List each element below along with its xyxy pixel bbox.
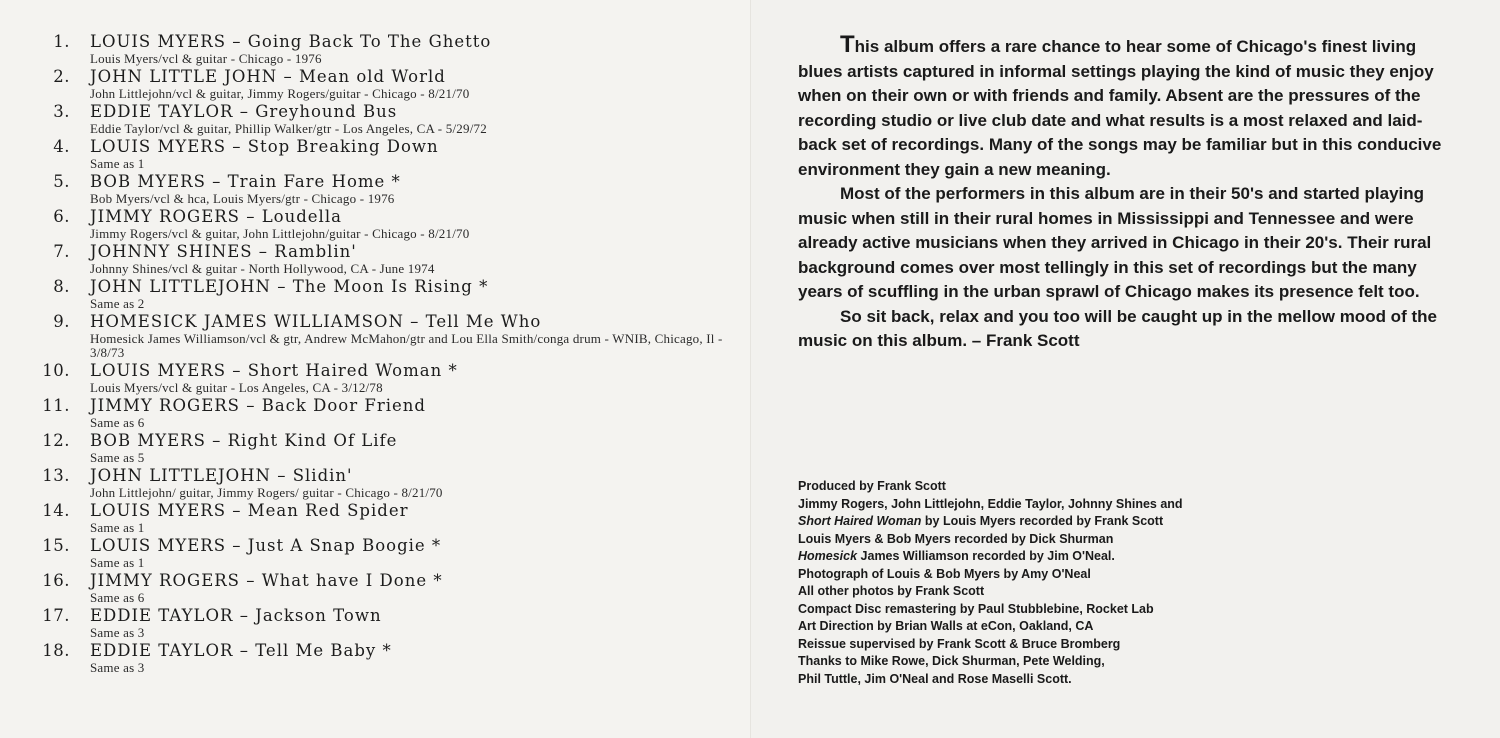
track-credit: Same as 6 xyxy=(90,589,145,605)
track-title: JOHN LITTLEJOHN – The Moon Is Rising * xyxy=(90,277,489,296)
credit-line: Photograph of Louis & Bob Myers by Amy O'Neal xyxy=(798,566,1091,581)
track-item xyxy=(38,361,738,395)
track-title: LOUIS MYERS – Short Haired Woman * xyxy=(90,360,458,380)
credit-line: Compact Disc remastering by Paul Stubblebine, Rocket Lab xyxy=(798,601,1154,616)
track-number: 1. xyxy=(53,32,70,51)
track-credit: Same as 2 xyxy=(90,296,145,311)
track-number: 5. xyxy=(53,172,70,191)
track-item xyxy=(38,431,738,465)
track-number: 6. xyxy=(53,207,70,226)
track-credit: Eddie Taylor/vcl & guitar, Phillip Walker/gtr - Los Angeles, CA - 5/29/72 xyxy=(90,121,487,136)
essay-paragraph-1-text: his album offers a rare chance to hear some of Chicago's finest living blues artists captured in informal settings playing the kind of music they enjoy when on their own or with friends and family. Absent are the pressures of the recording studio or live club date and what results is a most relaxed and laid-back set of recordings. Many of the songs may be familiar but in this conducive environment they gain a new meaning. xyxy=(798,37,1442,179)
track-title: JOHN LITTLEJOHN – Slidin' xyxy=(90,465,353,485)
track-item xyxy=(38,466,738,500)
track-title: LOUIS MYERS – Stop Breaking Down xyxy=(90,137,439,156)
track-number: 10. xyxy=(42,360,70,380)
track-title: EDDIE TAYLOR – Greyhound Bus xyxy=(90,102,398,121)
track-item xyxy=(38,571,738,605)
track-item xyxy=(38,606,738,640)
track-credit: Johnny Shines/vcl & guitar - North Hollywood, CA - June 1974 xyxy=(90,261,435,276)
credit-line: Produced by Frank Scott xyxy=(798,479,946,493)
liner-notes-essay xyxy=(798,31,1448,354)
track-number: 13. xyxy=(42,465,70,485)
track-number: 12. xyxy=(42,430,70,450)
track-item xyxy=(38,536,738,570)
credit-line xyxy=(798,548,1438,566)
track-title: EDDIE TAYLOR – Tell Me Baby * xyxy=(90,640,392,660)
production-credits xyxy=(798,478,1438,688)
track-title: JOHN LITTLE JOHN – Mean old World xyxy=(90,67,446,86)
track-credit: Same as 1 xyxy=(90,156,145,171)
track-number: 8. xyxy=(53,277,70,296)
credit-line: All other photos by Frank Scott xyxy=(798,584,985,598)
essay-paragraph-1 xyxy=(798,31,1448,182)
track-credit: Louis Myers/vcl & guitar - Chicago - 1976 xyxy=(90,51,322,66)
track-number: 7. xyxy=(53,242,70,261)
track-title: LOUIS MYERS – Mean Red Spider xyxy=(90,500,409,520)
track-item xyxy=(38,102,738,136)
track-credit: Jimmy Rogers/vcl & guitar, John Littlejohn/guitar - Chicago - 8/21/70 xyxy=(90,226,470,241)
track-title: BOB MYERS – Right Kind Of Life xyxy=(90,430,398,450)
track-title: JIMMY ROGERS – Back Door Friend xyxy=(90,395,426,415)
credit-line: Thanks to Mike Rowe, Dick Shurman, Pete Welding, xyxy=(798,654,1105,668)
track-title: BOB MYERS – Train Fare Home * xyxy=(90,172,401,191)
track-credit: Same as 5 xyxy=(90,449,145,465)
track-item xyxy=(38,396,738,430)
track-credit: John Littlejohn/vcl & guitar, Jimmy Rogers/guitar - Chicago - 8/21/70 xyxy=(90,86,470,101)
credit-title-italic: Short Haired Woman xyxy=(798,514,922,528)
track-credit: Same as 1 xyxy=(90,554,145,570)
track-title: JIMMY ROGERS – What have I Done * xyxy=(90,570,443,590)
track-number: 17. xyxy=(42,605,70,625)
track-item xyxy=(38,67,738,101)
track-title: JOHNNY SHINES – Ramblin' xyxy=(90,242,357,261)
track-credit: Bob Myers/vcl & hca, Louis Myers/gtr - Chicago - 1976 xyxy=(90,191,395,206)
track-list xyxy=(38,32,738,676)
track-number: 3. xyxy=(53,102,70,121)
credit-line: Phil Tuttle, Jim O'Neal and Rose Maselli Scott. xyxy=(798,671,1072,686)
track-title: LOUIS MYERS – Just A Snap Boogie * xyxy=(90,535,442,555)
track-number: 4. xyxy=(53,137,70,156)
track-number: 15. xyxy=(42,535,70,555)
track-number: 2. xyxy=(53,67,70,86)
track-item xyxy=(38,501,738,535)
essay-paragraph-2: Most of the performers in this album are in their 50's and started playing music when still in their rural homes in Mississippi and Tennessee and were already active musicians when they arrived in Chicago in their 20's. Their rural background comes over most tellingly in this set of recordings but the many years of scuffling in the urban sprawl of Chicago makes its presence felt too. xyxy=(798,184,1432,301)
track-title: HOMESICK JAMES WILLIAMSON – Tell Me Who xyxy=(90,312,542,331)
track-credit: Same as 6 xyxy=(90,414,145,430)
track-title: LOUIS MYERS – Going Back To The Ghetto xyxy=(90,32,492,51)
track-credit: Homesick James Williamson/vcl & gtr, Andrew McMahon/gtr and Lou Ella Smith/conga drum - WNIB, Chicago, Il - 3/8/73 xyxy=(90,331,723,360)
track-title: JIMMY ROGERS – Loudella xyxy=(90,207,342,226)
track-credit: Louis Myers/vcl & guitar - Los Angeles, CA - 3/12/78 xyxy=(90,379,383,395)
credit-line: Louis Myers & Bob Myers recorded by Dick Shurman xyxy=(798,531,1114,546)
track-item xyxy=(38,242,738,276)
track-item xyxy=(38,312,738,359)
track-item xyxy=(38,277,738,311)
track-item xyxy=(38,641,738,675)
track-number: 14. xyxy=(42,500,70,520)
track-number: 9. xyxy=(53,312,70,331)
track-credit: Same as 1 xyxy=(90,519,145,535)
credit-line-text: by Louis Myers recorded by Frank Scott xyxy=(921,514,1164,528)
track-number: 16. xyxy=(42,570,70,590)
credit-line-text: James Williamson recorded by Jim O'Neal. xyxy=(857,549,1115,563)
credit-line: Reissue supervised by Frank Scott & Bruce Bromberg xyxy=(798,636,1121,651)
track-title: EDDIE TAYLOR – Jackson Town xyxy=(90,605,382,625)
drop-initial: T xyxy=(840,31,855,58)
track-item xyxy=(38,207,738,241)
credit-line xyxy=(798,513,1438,531)
credit-title-italic: Homesick xyxy=(798,549,858,563)
essay-paragraph-3: So sit back, relax and you too will be caught up in the mellow mood of the music on this album. – Frank Scott xyxy=(798,306,1437,350)
track-credit: John Littlejohn/ guitar, Jimmy Rogers/ guitar - Chicago - 8/21/70 xyxy=(90,484,443,500)
track-credit: Same as 3 xyxy=(90,624,145,640)
credit-line: Art Direction by Brian Walls at eCon, Oakland, CA xyxy=(798,619,1094,633)
track-item xyxy=(38,32,738,66)
track-item xyxy=(38,172,738,206)
track-number: 18. xyxy=(42,640,70,660)
track-item xyxy=(38,137,738,171)
credit-line: Jimmy Rogers, John Littlejohn, Eddie Taylor, Johnny Shines and xyxy=(798,496,1183,511)
track-credit: Same as 3 xyxy=(90,659,145,675)
track-number: 11. xyxy=(42,395,70,415)
